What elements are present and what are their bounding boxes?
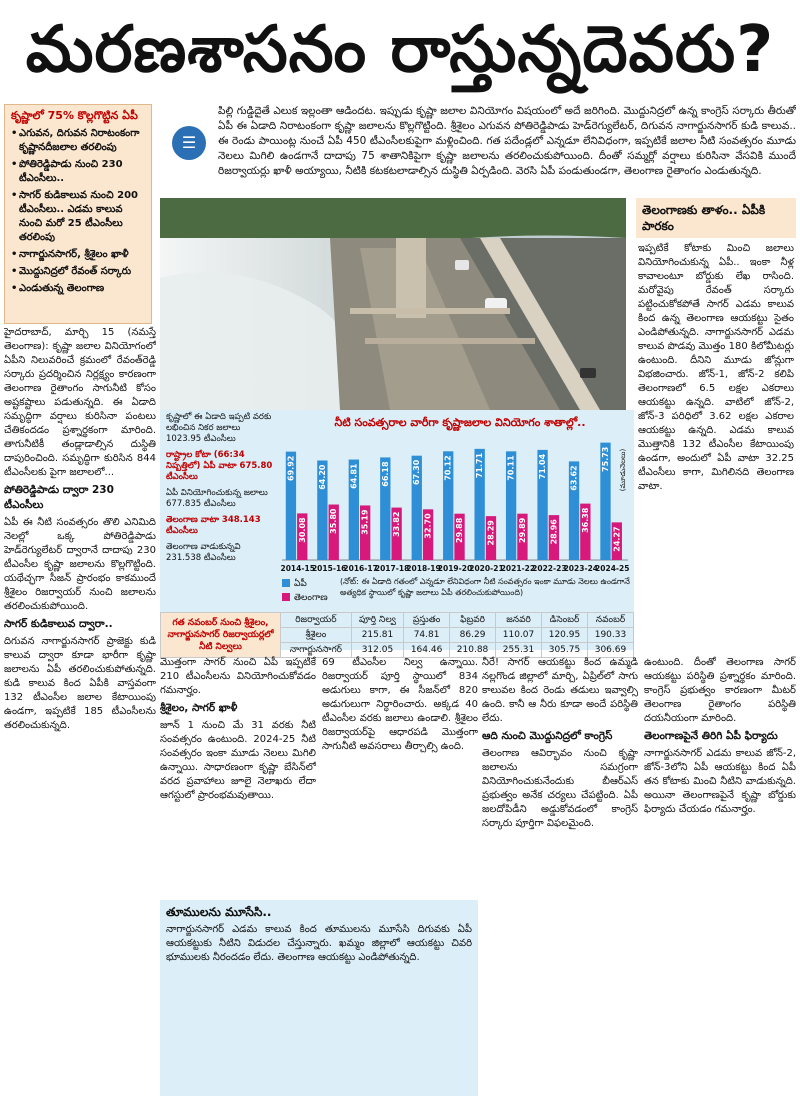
article-column [644,656,796,1096]
bar-value-label: 70.11 [506,455,516,481]
table-cell: 215.81 [351,628,403,643]
subheading: పోతిరెడ్డిపాడు ద్వారా 230 టీఎంసీలు [4,484,114,511]
side-story-body: ఇప్పటికే కోటాకు మించి జలాలు వినియోగించుకున్న ఏపీ.. ఇంకా నీళ్ల కావాలంటూ బోర్డుకు లేఖ రాసింది. మరోవైపు రేవంత్ సర్కారు పట్టించుకోకపోతే సాగర్ ఎడమ కాలువ కింద ఉన్న తెలంగాణ ఆయకట్టు సైతం ఎండిపోతున్నది. నాగార్జునసాగర్ ఎడమ కాలువ పొడవు మొత్తం 180 కిలోమీటర్లు ఉంటుంది. దీనిని మూడు జోన్లుగా విభజించారు. జోన్-1, జోన్-2 కలిపి తెలంగాణలో 6.5 లక్షల ఎకరాలు ఆయకట్టు ఉన్నది. వాటిలో జోన్-2, జోన్-3 పరిధిలో 3.62 లక్షల ఎకరాల ఆయకట్టు ఉన్నది. ఎడమ కాలువ మొత్తానికి 132 టీఎంసీల కేటాయింపు ఉండగా, అందులో ఏపీ వాటా 32.25 టీఎంసీలు కాగా, మిగిలినది తెలంగాణ వాటా. [638,243,794,492]
table-cell: 255.31 [496,643,542,658]
side-info-item: తెలంగాణ వాడుకున్నవి 231.538 టీఎంసీలు [166,542,241,563]
article-text: మొత్తంగా సాగర్ నుంచి ఏపీ ఇప్పటికే 210 టీఎంసీలను వినియోగించుకోవడం గమనార్హం. [160,657,316,696]
article-text: నాగార్జునసాగర్ ఎడమ కాలువ జోన్-2, జోన్-3లోని ఏపీ ఆయకట్టు కింద ఏపీ తన కోటాకు మించి నీటిని వాడుకున్నది. అయినా తెలంగాణపైనే కృష్ణా బోర్డుకు ఫిర్యాదు చేయడం గమనార్హం. [644,748,796,815]
table-cell: 120.95 [542,628,588,643]
bar-value-label: 28.96 [549,519,559,545]
x-tick-label: 2015-16 [311,564,347,573]
table-cell: 306.69 [587,643,633,658]
side-story [636,198,796,648]
table-cell: 210.88 [450,643,496,658]
intro-paragraph: పిల్లి గుడ్డిదైతే ఎలుక ఇల్లంతా ఆడిందట. ఇప్పుడు కృష్ణా జలాల వినియోగం విషయంలో అదే జరిగింది. మొద్దునిద్రలో ఉన్న కాంగ్రెస్ సర్కారు తీరుతో ఏపీ ఈ ఏడాది నిరాటంకంగా కృష్ణా జలాలను కొల్లగొట్టింది. శ్రీశైలం ఎగువన పోతిరెడ్డిపాడు హెడ్‌రెగ్యులేటర్, దిగువన నాగార్జునసాగర్ కుడి కాలువ.. ఈ రెండు పాయింట్ల నుంచే ఏపీ 450 టీఎంసీలకుపైగా మళ్లించింది. గత పదేండ్లలో ఎన్నడూ లేనివిధంగా, ఇప్పటికే జలాల నీటి సంవత్సరం మూడు నెలలు మిగిలి ఉండగానే దాదాపు 75 శాతానికిపైగా కృష్ణా జలాలను తరలించుకుపోయింది. దీంతో సమ్మర్లో వర్షాలు కురిసినా వేసవికి ముందే రిజర్వాయర్లు ఖాళీ అయ్యాయి, నీటికి కటకటలాడాల్సిన దుస్థితి ఏర్పడింది. వెరసి ఏపీ పండుతుండగా, తెలంగాణ రైతాంగం ఎండుతున్నది. [218,105,796,177]
partial-year-label: (మూడునెలలు) [618,448,627,492]
side-info-item: తెలంగాణ వాటా 348.143 టీఎంసీలు [166,515,261,536]
chart-note: (నోట్: ఈ ఏడాది గతంలో ఎన్నడూ లేనివిధంగా నీటి సంవత్సరం ఇంకా మూడు నెలలు ఉండగానే అత్యధిక స్థాయిలో కృష్ణా జలాలు ఏపీ తరలించుకుపోయింది) [340,577,630,597]
table-header: పూర్తి నిల్వ [351,613,403,628]
bar-value-label: 64.20 [317,464,327,490]
side-story-heading: తెలంగాణకు తాళం.. ఏపీకి పారకం [636,198,796,238]
table-cell: 305.75 [542,643,588,658]
x-tick-label: 2020-21 [469,564,504,573]
table-cell: 164.46 [404,643,450,658]
x-tick-label: 2023-24 [563,564,599,573]
subheading: తెలంగాణపైనే తిరిగి ఏపీ ఫిర్యాదు [644,730,778,742]
table-cell: 110.07 [496,628,542,643]
table-header: డిసెంబర్ [542,613,588,628]
x-tick-label: 2021-22 [500,564,536,573]
bar-value-label: 29.88 [455,517,465,543]
dam-photo-illustration [160,198,626,410]
chart-title: నీటి సంవత్సరాల వారీగా కృష్ణాజలాల వినియోగం శాతాల్లో.. [334,416,586,429]
table-header: ఫిబ్రవరి [450,613,496,628]
legend-swatch [282,579,290,587]
bar-value-label: 66.18 [380,461,390,487]
table-header: జనవరి [496,613,542,628]
article-menu-icon[interactable]: ☰ [172,126,206,160]
highlight-item: • మొద్దునిద్రలో రేవంత్ సర్కారు [11,265,145,279]
table-header: రిజర్వాయర్ [281,613,352,628]
boxed-story [160,900,478,1096]
highlights-box [4,104,152,324]
bar-value-label: 28.29 [486,520,496,546]
subheading: సాగర్ కుడికాలువ ద్వారా.. [4,618,113,630]
legend-label: ఏపీ [294,579,307,589]
x-tick-label: 2017-18 [374,564,410,573]
chart-side-info [166,412,278,569]
bar-value-label: 69.92 [286,455,296,481]
highlight-item: • ఎండుతున్న తెలంగాణ [11,282,145,296]
bar-value-label: 75.73 [600,446,610,472]
article-text: నీరే! సాగర్ ఆయకట్టు కింద ఉమ్మడి నల్లగొండ జిల్లాలో మార్చి, ఏప్రిల్‌లో సాగు కాలువల కింద రెండు తడులు ఇవ్వాల్సి ఉంది. కానీ ఆ నీరు కూడా అందే పరిస్థితి లేదు. [482,657,638,724]
table-label: గత నవంబర్ నుంచి శ్రీశైలం, నాగార్జునసాగర్ రిజర్వాయర్లలో నీటి నిల్వలు [161,613,281,658]
table-cell: 86.29 [450,628,496,643]
table-row [161,613,634,628]
bar-value-label: 64.81 [349,463,359,489]
lead-article-text: హైదరాబాద్, మార్చి 15 (నమస్తే తెలంగాణ): కృష్ణా జలాల వినియోగంలో ఏపీని నిలువరించే క్రమంలో రేవంత్‌రెడ్డి సర్కారు ప్రదర్శించిన నిర్లక్ష్యం కారణంగా తెలంగాణ రైతాంగం సాగునీటి కోసం అష్టకష్టాలు పడుతున్నది. ఈ ఏడాది సమృద్ధిగా వర్షాలు కురిసినా పంటలు చేతికందడం ప్రశ్నార్థకంగా మారింది. తాగునీటికీ తండ్లాడాల్సిన దుస్థితి దాపురించింది. సమృద్ధిగా కురిసిన 844 టీఎంసీలకు పైగా జలాలలో... [4,327,156,478]
legend-swatch [282,593,290,601]
highlight-item: • సాగర్ కుడికాలువ నుంచి 200 టీఎంసీలు.. ఎడమ కాలువ నుంచి మరో 25 టీఎంసీలు తరలింపు [11,189,145,245]
boxed-story-text: నాగార్జునసాగర్ ఎడమ కాలువ కింద తూములను మూసేసి దిగువకు ఏపీ ఆయకట్టుకు నీటిని విడుదల చేస్తున్నారు. ఖమ్మం జిల్లాలో ఆయకట్టు చివరి భూములకు నీరందడం లేదు. తెలంగాణ ఆయకట్టు ఎండిపోతున్నది. [166,924,472,963]
table-header: ప్రస్తుతం [404,613,450,628]
side-info-item: కృష్ణాలో ఈ ఏడాది ఇప్పటి వరకు లభించిన నికర జలాలు 1023.95 టీఎంసీలు [166,412,272,444]
lead-article [4,326,156,1096]
article-column [482,656,638,1096]
bar-value-label: 71.71 [475,452,485,479]
bar-value-label: 67.30 [412,459,422,485]
highlight-item: • ఎగువన, దిగువన నిరాటంకంగా కృష్ణానదీజలాల తరలింపు [11,127,145,155]
x-tick-label: 2018-19 [406,564,441,573]
x-tick-label: 2016-17 [343,564,378,573]
legend-label: తెలంగాణ [294,593,328,603]
lead-article-text: ఏపీ ఈ నీటి సంవత్సరం తొలి ఎనిమిది నెలల్లో ఒక్క పోతిరెడ్డిపాడు హెడ్‌రెగ్యులేటర్ ద్వారానే దాదాపు 230 టీఎంసీల కృష్ణా జలాలను కొల్లగొట్టింది. యథేచ్ఛగా సీజన్ ప్రారంభం కాకముందే శ్రీశైలం రిజర్వాయర్ నుంచి జలాలను తరలించుకుపోయింది. [4,517,156,612]
bar-value-label: 36.38 [580,507,590,533]
table-header: నవంబర్ [587,613,633,628]
subheading: ఆది నుంచి మొద్దునిద్రలో కాంగ్రెస్ [482,730,613,742]
bar-value-label: 35.19 [360,509,370,535]
table-cell: 312.05 [351,643,403,658]
dam-photo [160,198,626,410]
table-cell: శ్రీశైలం [281,628,352,643]
bar-value-label: 30.08 [297,517,307,543]
x-tick-label: 2014-15 [280,564,315,573]
reservoir-table [160,612,634,655]
bar-value-label: 29.89 [517,517,527,543]
table-cell: 190.33 [587,628,633,643]
table-cell: 74.81 [404,628,450,643]
bar-value-label: 63.62 [569,465,579,491]
lead-article-text: దిగువన నాగార్జునసాగర్ ప్రాజెక్టు కుడి కాలువ ద్వారా కూడా భారీగా కృష్ణా జలాలను ఏపీ తరలించుకుపోతున్నది. కుడి కాలువ కింద ఏపీకి వాస్తవంగా 132 టీఎంసీల జలాల కేటాయింపు ఉండగా, ఇప్పటికే 185 టీఎంసీలను తరలించుకున్నది. [4,636,156,731]
x-tick-label: 2019-20 [437,564,473,573]
highlight-item: • పోతిరెడ్డిపాడు నుంచి 230 టీఎంసీలు.. [11,158,145,186]
bar-value-label: 32.70 [423,513,433,539]
article-text: తెలంగాణ ఆవిర్భావం నుంచి కృష్ణా జలాలను సమగ్రంగా వినియోగించుకునేందుకు బీఆర్‌ఎస్ ప్రభుత్వం అనేక చర్యలు చేపట్టింది. ఏపీ జలదోపిడీని అడ్డుకోవడంలో కాంగ్రెస్ సర్కారు పూర్తిగా విఫలమైంది. [482,748,638,829]
x-tick-label: 2024-25 [595,564,630,573]
bar-value-label: 24.27 [612,526,622,552]
bar-value-label: 70.12 [443,455,453,481]
article-text: జూన్ 1 నుంచి మే 31 వరకు నీటి సంవత్సరం ఉంటుంది. 2024-25 నీటి సంవత్సరం ఇంకా మూడు నెలలు మిగిలి ఉన్నాయి. సాధారణంగా కృష్ణా బేసిన్‌లో వరద ప్రవాహాలు జూలై నెలాఖరు లేదా ఆగస్టులో ప్రారంభమవుతాయి. [160,720,316,801]
bar-value-label: 71.04 [538,453,548,480]
table-cell: నాగార్జునసాగర్ [281,643,352,658]
bar-value-label: 35.80 [329,508,339,534]
highlights-title: కృష్ణాలో 75% కొల్లగొట్టిన ఏపీ [11,109,138,122]
side-info-item: ఏపీ వినియోగించుకున్న జలాలు 677.835 టీఎంసీలు [166,488,268,509]
subheading: శ్రీశైలం, సాగర్ ఖాళీ [160,702,238,714]
headline: మరణశాసనం రాస్తున్నదెవరు? [25,13,775,87]
x-tick-label: 2022-23 [532,564,567,573]
article-text: ఉంటుంది. దీంతో తెలంగాణ సాగర్ ఆయకట్టు పరిస్థితి ప్రశ్నార్థకం మారింది. కాంగ్రెస్ ప్రభుత్వం కారణంగా మీటర్ తెలంగాణ రైతాంగం పరిస్థితి దయనీయంగా మారింది. [644,657,796,724]
boxed-story-heading: తూములను మూసేసి.. [166,905,272,919]
side-info-item: రాష్ట్రాల కోటా (66:34 నిష్పత్తిలో) ఏపీ వాటా 675.80 టీఎంసీలు [166,450,273,482]
article-text: 69 టీఎంసీల నిల్వ ఉన్నాయి. రిజర్వాయర్ పూర్తి స్థాయిలో 834 అడుగులు కాగా, ఈ సీజన్‌లో 820 అడుగులుగా నిర్ధారించారు. అక్కడ 40 టీఎంసీల వరకు జలాలు ఉండాలి. శ్రీశైలం రిజర్వాయర్‌పై ఆధారపడి మొత్తంగా సాగునీటి అవసరాలు తీర్చాల్సి ఉంది. [322,657,478,752]
bar-value-label: 33.82 [392,511,402,537]
highlight-item: • నాగార్జునసాగర్, శ్రీశైలం ఖాళీ [11,248,145,262]
